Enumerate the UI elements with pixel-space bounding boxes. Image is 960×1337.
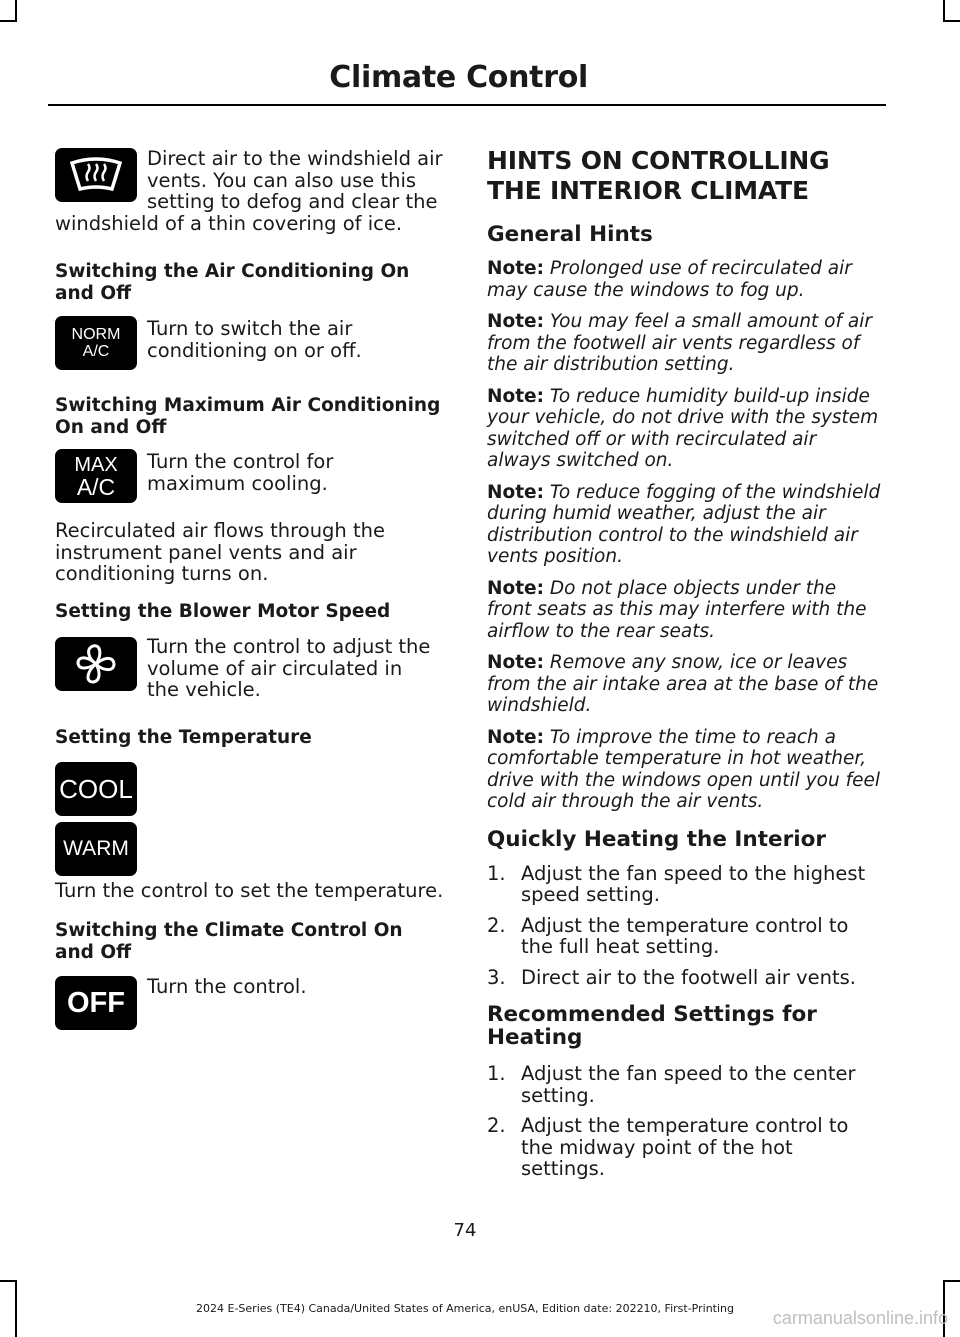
cool-icon-label: COOL: [59, 773, 133, 804]
list-item-number: 2.: [487, 1114, 506, 1137]
recommended-heating-heading: Recommended Settings for Heating: [487, 1002, 817, 1050]
note-label: Note:: [487, 385, 544, 407]
note-item: [487, 578, 882, 643]
list-item-number: 1.: [487, 861, 506, 885]
ac-text: Turn to switch the air conditioning on or off.: [147, 317, 362, 362]
list-item-number: 1.: [487, 1062, 506, 1085]
list-item-text: Adjust the fan speed to the center setting.: [521, 1062, 856, 1107]
list-item-text: Adjust the temperature control to the full heat setting.: [521, 913, 849, 958]
recirc-text: Recirculated air flows through the instrument panel vents and air conditioning turns on.: [55, 519, 385, 585]
warm-icon-label: WARM: [63, 837, 129, 860]
note-item: [487, 311, 882, 376]
header-rule: [48, 104, 886, 106]
fan-icon: [55, 637, 137, 691]
note-label: Note:: [487, 726, 544, 748]
power-heading: Switching the Climate Control On and Off: [55, 920, 403, 963]
off-icon: [55, 976, 137, 1030]
note-item: [487, 652, 882, 717]
defrost-text-top: [55, 148, 450, 234]
note-text: You may feel a small amount of air from the footwell air vents regardless of the air distribution setting.: [487, 311, 872, 375]
maxac-text: Turn the control for maximum cooling.: [147, 450, 334, 495]
off-icon-label: OFF: [67, 986, 125, 1019]
norm-ac-icon-line1: NORM: [71, 326, 121, 343]
power-text: Turn the control.: [147, 975, 307, 998]
note-text: Remove any snow, ice or leaves from the air intake area at the base of the windshield.: [487, 652, 879, 716]
temp-heading: Setting the Temperature: [55, 727, 312, 748]
hints-heading: HINTS ON CONTROLLING THE INTERIOR CLIMATE: [487, 146, 830, 205]
note-label: Note:: [487, 481, 544, 503]
blower-text: Turn the control to adjust the volume of air circulated in the vehicle.: [147, 635, 431, 701]
norm-ac-icon: [55, 316, 137, 370]
temp-text: Turn the control to set the temperature.: [55, 879, 444, 902]
general-hints-heading: General Hints: [487, 222, 653, 247]
note-item: [487, 386, 882, 472]
note-text: To improve the time to reach a comfortable temperature in hot weather, drive with the windows open until you feel cold air through the air vents.: [487, 726, 880, 812]
recommended-heating-steps: [487, 1063, 882, 1180]
note-text: Do not place objects under the front seats as this may interfere with the airflow to the rear seats.: [487, 577, 867, 642]
watermark: carmanualsonline.info: [772, 1308, 948, 1328]
crop-mark: [15, 0, 17, 22]
list-item: [487, 1115, 882, 1180]
max-ac-icon-line2: A/C: [76, 474, 116, 500]
ac-heading: Switching the Air Conditioning On and Off: [55, 261, 410, 304]
list-item-number: 3.: [487, 965, 506, 989]
cool-icon: [55, 762, 137, 816]
note-item: [487, 727, 882, 813]
page-number: 74: [453, 1220, 477, 1241]
notes-list: [487, 258, 882, 813]
maxac-heading: Switching Maximum Air Conditioning On and Off: [55, 395, 441, 438]
quick-heating-steps: [487, 863, 882, 989]
hints-section: [487, 146, 882, 1180]
note-label: Note:: [487, 577, 544, 599]
note-item: [487, 482, 882, 568]
quick-heating-heading: Quickly Heating the Interior: [487, 826, 826, 852]
note-item: [487, 258, 882, 301]
crop-mark: [943, 0, 945, 22]
note-label: Note:: [487, 652, 544, 673]
list-item: [487, 863, 882, 906]
crop-mark: [943, 1280, 960, 1282]
blower-heading: Setting the Blower Motor Speed: [55, 601, 391, 622]
edition-footer: 2024 E-Series (TE4) Canada/United States of America, enUSA, Edition date: 202210, First-Printing: [196, 1302, 734, 1315]
note-label: Note:: [487, 258, 544, 279]
list-item: [487, 915, 882, 958]
defrost-description: Direct air to the windshield air vents. You can also use this setting to defog and clear the windshield of a thin covering of ice.: [55, 147, 443, 235]
crop-mark: [943, 20, 960, 22]
list-item-number: 2.: [487, 913, 506, 937]
note-text: Prolonged use of recirculated air may cause the windows to fog up.: [487, 258, 852, 301]
note-text: To reduce fogging of the windshield during humid weather, adjust the air distribution control to the windshield air vents position.: [487, 481, 881, 567]
list-item: [487, 967, 882, 989]
list-item-text: Adjust the temperature control to the midway point of the hot settings.: [521, 1114, 849, 1180]
crop-mark: [0, 20, 17, 22]
warm-icon: [55, 822, 137, 876]
max-ac-icon: [55, 449, 137, 503]
page-title: Climate Control: [329, 60, 588, 95]
note-label: Note:: [487, 311, 544, 332]
norm-ac-icon-line2: A/C: [82, 343, 110, 360]
max-ac-icon-line1: MAX: [74, 454, 118, 476]
list-item-text: Adjust the fan speed to the highest speed setting.: [521, 861, 866, 906]
icon-spacer: [55, 148, 147, 212]
note-text: To reduce humidity build-up inside your vehicle, do not drive with the system switched off or with recirculated air always switched on.: [487, 385, 879, 471]
crop-mark: [0, 1280, 17, 1282]
list-item-text: Direct air to the footwell air vents.: [521, 965, 856, 989]
list-item: [487, 1063, 882, 1106]
